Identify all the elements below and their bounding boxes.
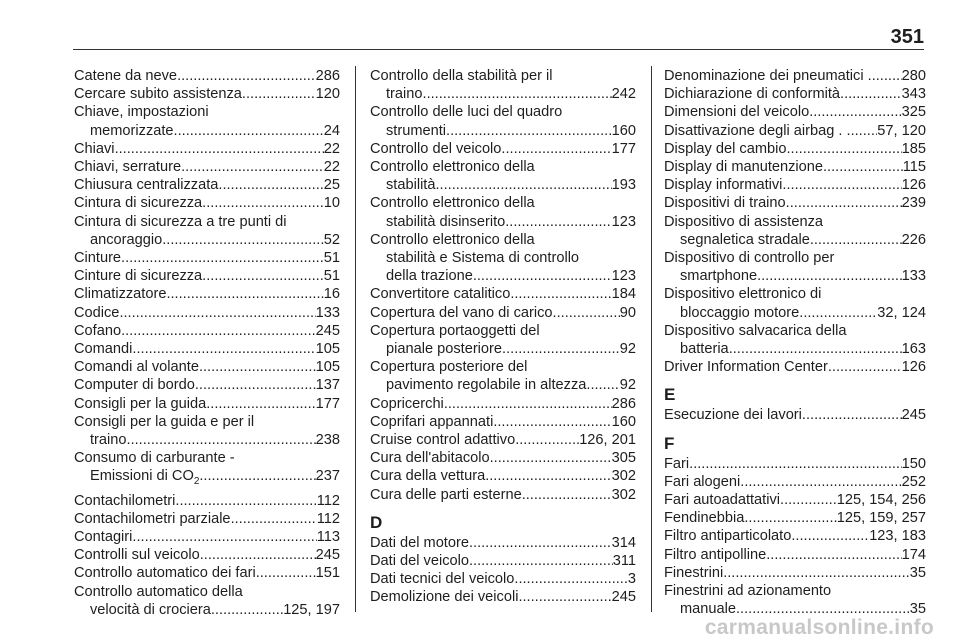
- entry-page: 302: [611, 486, 636, 503]
- entry-term: velocità di crociera: [90, 601, 211, 618]
- leader-dots: [127, 431, 316, 449]
- column-divider: [355, 66, 356, 612]
- header-rule: [73, 49, 924, 50]
- entry-term: Contagiri: [74, 528, 133, 545]
- index-entry: [370, 285, 636, 303]
- entry-page: 325: [901, 104, 926, 121]
- entry-term-first-line: Controllo elettronico della: [370, 195, 535, 212]
- leader-dots: [786, 194, 902, 212]
- leader-dots: [766, 546, 901, 564]
- index-entry: [370, 486, 636, 504]
- entry-page: 193: [611, 177, 636, 194]
- entry-page: 123: [611, 268, 636, 285]
- leader-dots: [757, 267, 902, 285]
- index-entry: [74, 601, 340, 619]
- index-entry: [74, 158, 340, 176]
- entry-term: Consigli per la guida: [74, 395, 207, 412]
- entry-term: Cofano: [74, 322, 122, 339]
- index-entry: [370, 449, 636, 467]
- leader-dots: [115, 140, 324, 158]
- entry-page: 92: [619, 341, 636, 358]
- entry-page: 286: [315, 68, 340, 84]
- index-entry: [664, 473, 926, 491]
- entry-term-first-line: Controllo della stabilità per il: [370, 68, 553, 84]
- index-entry: [74, 231, 340, 249]
- entry-page: 52: [323, 231, 340, 248]
- leader-dots: [493, 413, 611, 431]
- subscript: 2: [193, 476, 200, 488]
- entry-page: 314: [611, 534, 636, 551]
- leader-dots: [202, 194, 324, 212]
- leader-dots: [553, 304, 620, 322]
- leader-dots: [199, 467, 315, 485]
- entry-page: 239: [901, 195, 926, 212]
- entry-page: 160: [611, 122, 636, 139]
- leader-dots: [723, 564, 910, 582]
- entry-term-first-line: Chiave, impostazioni: [74, 104, 209, 121]
- leader-dots: [177, 67, 316, 85]
- entry-term: Cruise control adattivo: [370, 432, 516, 449]
- entry-term: Display di manutenzione: [664, 159, 823, 176]
- leader-dots: [231, 510, 317, 528]
- entry-page: 112: [316, 510, 340, 527]
- index-entry: [370, 413, 636, 431]
- entry-page: 112: [316, 492, 340, 509]
- index-entry: [370, 534, 636, 552]
- entry-term: Display informativi: [664, 177, 783, 194]
- index-entry: [664, 340, 926, 358]
- entry-page: 120: [315, 86, 340, 103]
- column-divider: [651, 66, 652, 612]
- entry-term: manuale: [680, 601, 736, 618]
- entry-term: Finestrini: [664, 564, 724, 581]
- entry-term-first-line: Controllo elettronico della: [370, 231, 535, 248]
- entry-term: Fari autoadattativi: [664, 492, 781, 509]
- entry-term-first-line: Dispositivo salvacarica della: [664, 322, 847, 339]
- index-entry: [74, 85, 340, 103]
- entry-term: bloccaggio motore: [680, 304, 800, 321]
- entry-page: 226: [901, 231, 926, 248]
- entry-page: 302: [611, 468, 636, 485]
- leader-dots: [689, 455, 902, 473]
- entry-page: 137: [315, 377, 340, 394]
- leader-dots: [121, 249, 324, 267]
- index-entry: [664, 103, 926, 121]
- entry-page: 150: [901, 455, 926, 472]
- leader-dots: [119, 304, 315, 322]
- index-entry: [664, 140, 926, 158]
- entry-page: 126: [901, 359, 926, 376]
- index-entry: [664, 267, 926, 285]
- entry-page: 125, 159, 257: [836, 510, 926, 527]
- entry-term: Disattivazione degli airbag . .: [664, 122, 851, 139]
- page-number: 351: [890, 26, 924, 48]
- entry-term: Codice: [74, 304, 120, 321]
- leader-dots: [802, 406, 902, 424]
- index-entry: [370, 267, 636, 285]
- entry-term: Computer di bordo: [74, 377, 195, 394]
- entry-term: Convertitore catalitico: [370, 286, 511, 303]
- watermark: carmanualsonline.info: [704, 616, 934, 639]
- entry-page: 25: [323, 177, 340, 194]
- index-entry: [74, 304, 340, 322]
- entry-term: Coprifari appannati: [370, 413, 494, 430]
- entry-term: Dati del motore: [370, 534, 469, 551]
- entry-term-first-line: Consumo di carburante -: [74, 450, 235, 467]
- entry-term-first-line: Consigli per la guida e per il: [74, 413, 255, 430]
- index-entry: [74, 249, 340, 267]
- index-entry: [370, 395, 636, 413]
- entry-term-first-line: Controllo delle luci del quadro: [370, 104, 563, 121]
- leader-dots: [780, 491, 837, 509]
- leader-dots: [518, 588, 611, 606]
- leader-dots: [473, 267, 612, 285]
- index-entry: [664, 491, 926, 509]
- leader-dots: [740, 473, 901, 491]
- entry-page: 51: [323, 268, 340, 285]
- leader-dots: [510, 285, 611, 303]
- index-column-2: [370, 67, 636, 607]
- index-entry: [370, 140, 636, 158]
- index-column-1: [74, 67, 340, 619]
- index-entry: [74, 510, 340, 528]
- entry-page: 185: [901, 140, 926, 157]
- leader-dots: [446, 122, 612, 140]
- leader-dots: [162, 231, 324, 249]
- leader-dots: [744, 509, 836, 527]
- section-letter-e: E: [664, 385, 676, 405]
- index-entry: [664, 194, 926, 212]
- entry-page: 184: [611, 286, 636, 303]
- entry-term: Controllo automatico dei fari: [74, 565, 256, 582]
- index-entry: [74, 340, 340, 358]
- entry-term: batteria: [680, 341, 729, 358]
- entry-term: Dispositivi di traino: [664, 195, 786, 212]
- index-column-3: [664, 67, 926, 618]
- entry-page: 133: [315, 304, 340, 321]
- entry-page: 125, 154, 256: [836, 492, 926, 509]
- section-letter-d: D: [370, 512, 383, 532]
- entry-term: [90, 467, 199, 491]
- index-entry: [370, 213, 636, 231]
- leader-dots: [132, 340, 315, 358]
- entry-page: 242: [611, 86, 636, 103]
- entry-term: Climatizzatore: [74, 286, 167, 303]
- entry-page: 151: [315, 565, 340, 582]
- entry-page: 237: [315, 468, 340, 485]
- leader-dots: [206, 395, 315, 413]
- leader-dots: [181, 158, 324, 176]
- entry-page: 177: [611, 140, 636, 157]
- leader-dots: [502, 340, 620, 358]
- entry-term: Dati tecnici del veicolo: [370, 571, 515, 588]
- index-entry: [664, 546, 926, 564]
- entry-term: Controllo del veicolo: [370, 140, 502, 157]
- entry-term: smartphone: [680, 268, 758, 285]
- leader-dots: [256, 564, 316, 582]
- leader-dots: [121, 322, 316, 340]
- entry-page: 174: [901, 546, 926, 563]
- leader-dots: [423, 85, 612, 103]
- entry-page: 163: [901, 341, 926, 358]
- entry-term: ancoraggio: [90, 231, 163, 248]
- index-entry: [74, 285, 340, 303]
- leader-dots: [786, 140, 901, 158]
- entry-page: 3: [627, 571, 636, 588]
- entry-term: Cinture di sicurezza: [74, 268, 203, 285]
- index-entry: [74, 528, 340, 546]
- entry-page: 311: [612, 553, 636, 570]
- entry-page: 245: [315, 547, 340, 564]
- entry-term: Chiavi: [74, 140, 115, 157]
- entry-page: 90: [619, 304, 636, 321]
- index-entry: [74, 564, 340, 582]
- leader-dots: [799, 304, 877, 322]
- entry-page: 57, 120: [877, 122, 926, 139]
- index-entry: [74, 140, 340, 158]
- index-entry: [74, 431, 340, 449]
- entry-term: Driver Information Center: [664, 359, 828, 376]
- index-entry: [74, 176, 340, 194]
- leader-dots: [166, 285, 323, 303]
- entry-page: 125, 197: [283, 601, 340, 618]
- entry-page: 343: [901, 86, 926, 103]
- leader-dots: [175, 492, 316, 510]
- entry-term: traino: [90, 432, 127, 449]
- leader-dots: [195, 376, 316, 394]
- entry-term: Cura della vettura: [370, 468, 486, 485]
- entry-term-first-line: Cintura di sicurezza a tre punti di: [74, 213, 287, 230]
- index-entry: [74, 467, 340, 491]
- leader-dots: [590, 376, 619, 394]
- leader-dots: [823, 158, 903, 176]
- leader-dots: [501, 140, 611, 158]
- leader-dots: [469, 552, 613, 570]
- entry-term: Chiavi, serrature: [74, 159, 182, 176]
- entry-term-first-line: Controllo elettronico della: [370, 159, 535, 176]
- index-entry: [370, 85, 636, 103]
- index-entry: [664, 358, 926, 376]
- leader-dots: [199, 358, 316, 376]
- index-entry: [74, 358, 340, 376]
- index-entry: [370, 570, 636, 588]
- entry-page: 126, 201: [579, 432, 636, 449]
- leader-dots: [132, 528, 316, 546]
- leader-dots: [810, 231, 902, 249]
- entry-term: Cura dell'abitacolo: [370, 450, 490, 467]
- entry-term-text: Emissioni di CO: [90, 468, 194, 485]
- index-entry: [664, 176, 926, 194]
- index-entry: [370, 431, 636, 449]
- entry-page: 24: [323, 122, 340, 139]
- index-entry: [370, 122, 636, 140]
- entry-term: Cintura di sicurezza: [74, 195, 203, 212]
- index-entry: [664, 406, 926, 424]
- entry-page: 245: [611, 589, 636, 606]
- leader-dots: [490, 449, 612, 467]
- entry-page: 105: [315, 341, 340, 358]
- entry-term: Comandi: [74, 341, 133, 358]
- leader-dots: [522, 486, 612, 504]
- index-entry: [370, 176, 636, 194]
- entry-term: Denominazione dei pneumatici .: [664, 68, 872, 84]
- entry-page: 10: [323, 195, 340, 212]
- entry-term: memorizzate: [90, 122, 174, 139]
- entry-term: Fari alogeni: [664, 473, 741, 490]
- entry-page: 115: [902, 159, 926, 176]
- entry-page: 51: [323, 250, 340, 267]
- entry-term-second-line: stabilità e Sistema di controllo: [386, 250, 580, 267]
- leader-dots: [202, 267, 324, 285]
- entry-term: Filtro antipolline: [664, 546, 767, 563]
- leader-dots: [174, 122, 324, 140]
- leader-dots: [485, 467, 611, 485]
- leader-dots: [211, 601, 283, 619]
- entry-term: Dichiarazione di conformità: [664, 86, 841, 103]
- entry-page: 35: [909, 564, 926, 581]
- entry-term-first-line: Dispositivo di assistenza: [664, 213, 823, 230]
- index-entry: [74, 546, 340, 564]
- entry-page: 245: [901, 407, 926, 424]
- index-entry: [74, 395, 340, 413]
- entry-term: Contachilometri parziale: [74, 510, 231, 527]
- leader-dots: [505, 213, 611, 231]
- entry-page: 286: [611, 395, 636, 412]
- index-entry: [370, 588, 636, 606]
- leader-dots: [791, 527, 869, 545]
- leader-dots: [514, 570, 627, 588]
- section-letter-f: F: [664, 433, 675, 453]
- entry-term: Catene da neve: [74, 68, 178, 84]
- entry-term: pavimento regolabile in altezza.: [386, 377, 591, 394]
- entry-page: 245: [315, 322, 340, 339]
- entry-page: 16: [323, 286, 340, 303]
- index-entry: [664, 85, 926, 103]
- entry-term: Display del cambio: [664, 140, 787, 157]
- leader-dots: [242, 85, 316, 103]
- entry-term: Fendinebbia: [664, 510, 745, 527]
- leader-dots: [444, 395, 612, 413]
- entry-term: Demolizione dei veicoli: [370, 589, 519, 606]
- entry-term: Esecuzione dei lavori: [664, 407, 802, 424]
- entry-term-first-line: Copertura posteriore del: [370, 359, 528, 376]
- leader-dots: [469, 534, 612, 552]
- entry-page: 133: [901, 268, 926, 285]
- index-entry: [74, 67, 340, 85]
- entry-page: 305: [611, 450, 636, 467]
- entry-page: 92: [619, 377, 636, 394]
- entry-term-first-line: Dispositivo di controllo per: [664, 250, 835, 267]
- index-entry: [664, 509, 926, 527]
- entry-term-first-line: Copertura portaoggetti del: [370, 322, 540, 339]
- leader-dots: [200, 546, 316, 564]
- index-entry: [370, 376, 636, 394]
- index-entry: [74, 122, 340, 140]
- leader-dots: [729, 340, 902, 358]
- entry-page: 177: [315, 395, 340, 412]
- index-entry: [370, 340, 636, 358]
- entry-term: Cercare subito assistenza: [74, 86, 242, 103]
- entry-term: traino: [386, 86, 423, 103]
- entry-page: 105: [315, 359, 340, 376]
- entry-page: 126: [901, 177, 926, 194]
- entry-term: strumenti: [386, 122, 447, 139]
- entry-page: 22: [323, 159, 340, 176]
- entry-page: 22: [323, 140, 340, 157]
- index-entry: [74, 194, 340, 212]
- entry-page: 238: [315, 432, 340, 449]
- index-entry: [664, 158, 926, 176]
- index-entry: [370, 304, 636, 322]
- entry-page: 252: [901, 473, 926, 490]
- index-entry: [74, 267, 340, 285]
- entry-term: pianale posteriore: [386, 341, 503, 358]
- index-entry: [664, 231, 926, 249]
- index-entry: [370, 467, 636, 485]
- entry-term: Controlli sul veicolo: [74, 547, 200, 564]
- entry-term: Cura delle parti esterne: [370, 486, 522, 503]
- leader-dots: [872, 67, 902, 85]
- index-entry: [664, 67, 926, 85]
- index-entry: [370, 552, 636, 570]
- index-entry: [664, 455, 926, 473]
- entry-term: Copertura del vano di carico: [370, 304, 553, 321]
- index-entry: [664, 527, 926, 545]
- entry-page: 280: [901, 68, 926, 84]
- entry-term: Chiusura centralizzata: [74, 177, 219, 194]
- entry-term: Filtro antiparticolato: [664, 528, 792, 545]
- leader-dots: [851, 122, 878, 140]
- leader-dots: [809, 103, 901, 121]
- entry-term: stabilità disinserito: [386, 213, 506, 230]
- entry-term: Comandi al volante: [74, 359, 199, 376]
- index-entry: [664, 564, 926, 582]
- index-entry: [664, 304, 926, 322]
- index-entry: [74, 322, 340, 340]
- entry-term: stabilità: [386, 177, 436, 194]
- leader-dots: [435, 176, 611, 194]
- entry-page: 123, 183: [869, 528, 926, 545]
- entry-term: Fari: [664, 455, 690, 472]
- entry-term-first-line: Finestrini ad azionamento: [664, 583, 832, 600]
- entry-term: della trazione: [386, 268, 473, 285]
- entry-page: 35: [909, 601, 926, 618]
- entry-page: 113: [316, 528, 340, 545]
- entry-page: 32, 124: [877, 304, 926, 321]
- entry-term: Contachilometri: [74, 492, 176, 509]
- leader-dots: [828, 358, 902, 376]
- index-entry: [664, 122, 926, 140]
- leader-dots: [218, 176, 323, 194]
- entry-term: segnaletica stradale: [680, 231, 810, 248]
- entry-term-first-line: Controllo automatico della: [74, 583, 243, 600]
- entry-term: Dimensioni del veicolo: [664, 104, 810, 121]
- entry-term-first-line: Dispositivo elettronico di: [664, 286, 822, 303]
- entry-page: 123: [611, 213, 636, 230]
- index-entry: [74, 376, 340, 394]
- entry-term: Cinture: [74, 250, 122, 267]
- entry-term: Dati del veicolo: [370, 553, 469, 570]
- entry-term: Copricerchi: [370, 395, 444, 412]
- leader-dots: [840, 85, 902, 103]
- leader-dots: [515, 431, 579, 449]
- leader-dots: [782, 176, 901, 194]
- entry-page: 160: [611, 413, 636, 430]
- index-entry: [74, 492, 340, 510]
